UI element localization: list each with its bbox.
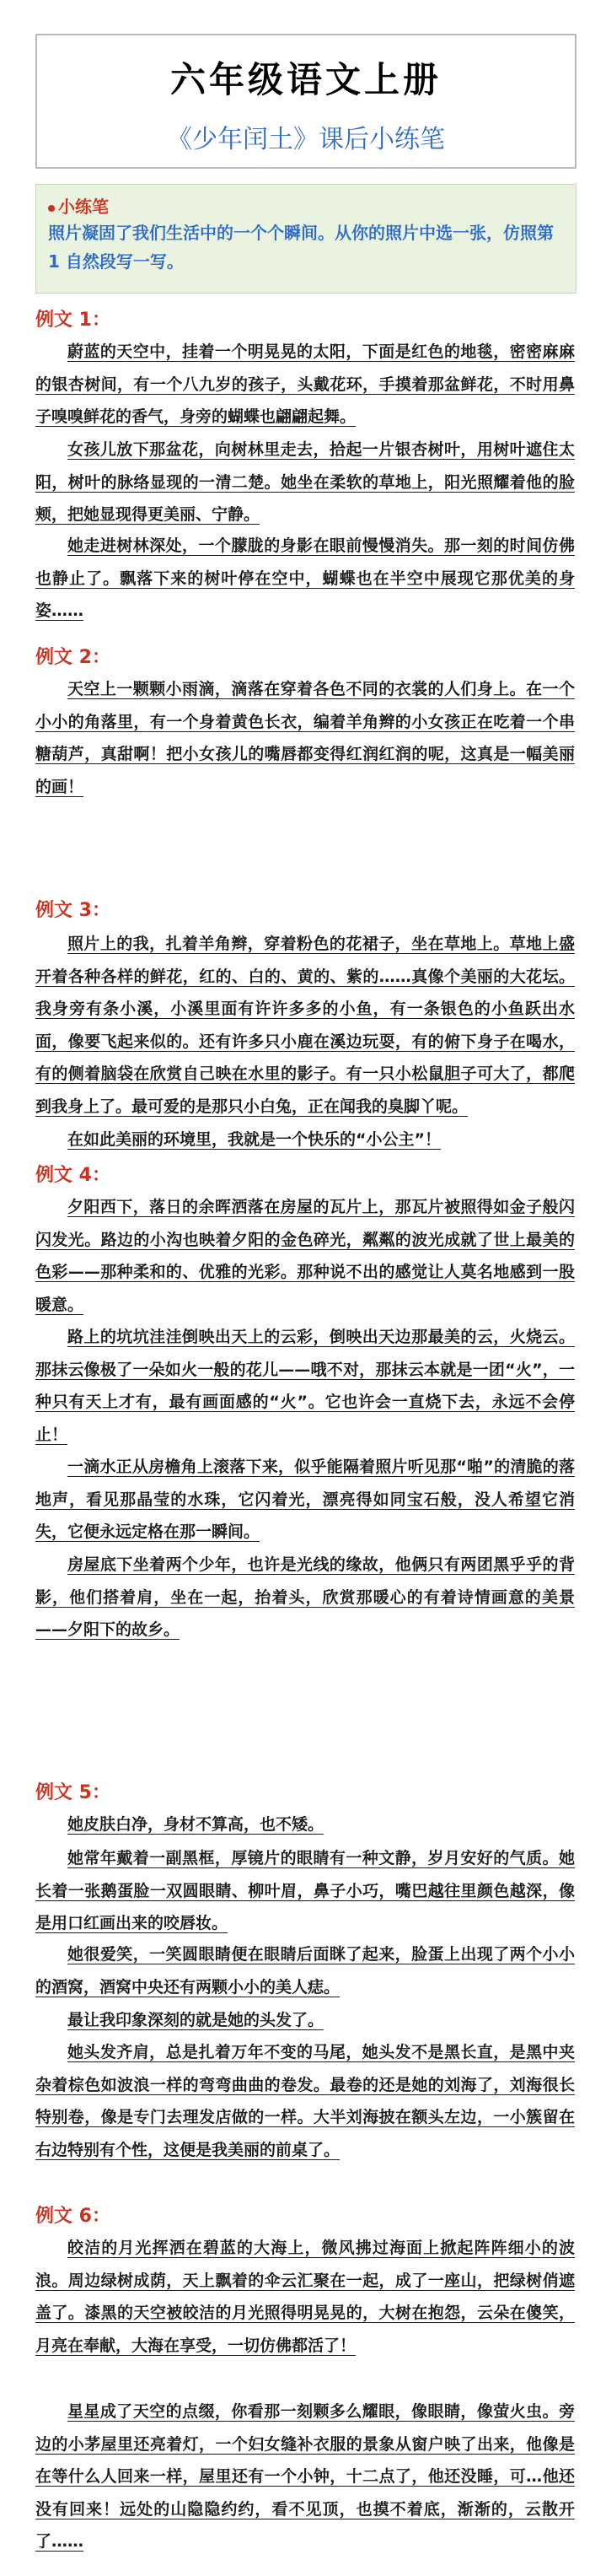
paragraph-text: 夕阳西下，落日的余晖洒落在房屋的瓦片上，那瓦片被照得如金子般闪闪发光。路边的小沟也映着夕阳的金色碎光，粼粼的波光成就了世上最美的色彩——那种柔和的、优雅的光彩。那种说不出的感觉让人莫名地感到一股暖意。 [35,1198,575,1314]
example-2-label: 例文 2： [35,647,110,668]
paragraph-text: 天空上一颗颗小雨滴，滴落在穿着各色不同的衣裳的人们身上。在一个小小的角落里，有一个身着黄色长衣，编着羊角辫的小女孩正在吃着一个串糖葫芦，真甜啊！把小女孩儿的嘴唇都变得红润红润的呢，这真是一幅美丽的画！ [35,680,575,796]
example-1-label: 例文 1： [35,310,110,331]
paragraph-text: 星星成了天空的点缀，你看那一刻颗多么耀眼，像眼睛，像萤火虫。旁边的小茅屋里还亮着灯，一个妇女缝补衣服的景象从窗户映了出来，他像是在等什么人回来一样，屋里还有一个小钟，十二点了，他还没睡，可…他还没有回来！远处的山隐隐约约，看不见顶，也摸不着底，渐渐的，云散开了…… [35,2402,575,2551]
example-3-paragraph-2 [35,1124,575,1156]
example-5-paragraph-5 [35,2036,575,2166]
example-1-paragraph-2 [35,434,575,531]
paragraph-text: 她头发齐肩，总是扎着万年不变的马尾，她头发不是黑长直，是黑中夹杂着棕色如波浪一样的弯弯曲曲的卷发。最卷的还是她的刘海了，刘海很长特别卷，像是专门去理发店做的一样。大半刘海披在额头左边，一小簇留在右边特别有个性，这便是我美丽的前桌了。 [35,2043,575,2159]
paragraph-text: 女孩儿放下那盆花，向树林里走去，拾起一片银杏树叶，用树叶遮住太阳，树叶的脉络显现的一清二楚。她坐在柔软的草地上，阳光照耀着他的脸颊，把她显现得更美丽、宁静。 [35,440,575,524]
example-1-paragraph-3 [35,530,575,628]
example-5-paragraph-1 [35,1808,575,1841]
example-5-paragraph-3 [35,1938,575,2003]
page-subtitle: 《少年闰土》课后小练笔 [167,125,445,154]
paragraph-text: 她很爱笑，一笑圆眼睛便在眼睛后面眯了起来，脸蛋上出现了两个小小的酒窝，酒窝中央还有两颗小小的美人痣。 [35,1945,575,1997]
example-6-label: 例文 6： [35,2206,110,2227]
paragraph-text: 蔚蓝的天空中，挂着一个明晃晃的太阳，下面是红色的地毯，密密麻麻的银杏树间，有一个八九岁的孩子，头戴花环，手摸着那盆鲜花，不时用鼻子嗅嗅鲜花的香气，身旁的蝴蝶也翩翩起舞。 [35,342,575,426]
page-title: 六年级语文上册 [169,59,442,100]
tip-label-text: 小练笔 [58,197,109,217]
example-2-paragraph-1 [35,673,575,803]
paragraph-text: 路上的坑坑洼洼倒映出天上的云彩，倒映出天边那最美的云，火烧云。那抹云像极了一朵如火一般的花儿——哦不对，那抹云本就是一团“火”，一种只有天上才有，最有画面感的“火”。它也许会一直烧下去，永远不会停止！ [35,1328,575,1444]
paragraph-text: 房屋底下坐着两个少年，也许是光线的缘故，他俩只有两团黑乎乎的背影，他们搭着肩，坐在一起，抬着头，欣赏那暖心的有着诗情画意的美景——夕阳下的故乡。 [35,1555,575,1639]
example-3-label: 例文 3： [35,900,110,921]
paragraph-text: 她常年戴着一副黑框，厚镜片的眼睛有一种文静，岁月安好的气质。她长着一张鹅蛋脸一双圆眼睛、柳叶眉，鼻子小巧，嘴巴越往里颜色越深，像是用口红画出来的咬唇妆。 [35,1849,575,1932]
example-5-paragraph-4 [35,2004,575,2037]
header-box [35,34,577,169]
example-4-paragraph-4 [35,1549,575,1646]
example-6-paragraph-2 [35,2395,575,2558]
paragraph-text: 最让我印象深刻的就是她的头发了。 [67,2011,324,2029]
example-5-paragraph-2 [35,1842,575,1940]
example-4-label: 例文 4： [35,1165,110,1186]
paragraph-text: 她走进树林深处，一个朦胧的身影在眼前慢慢消失。那一刻的时间仿佛也静止了。飘落下来的树叶停在空中，蝴蝶也在半空中展现它那优美的身姿…… [35,536,575,620]
paragraph-text: 在如此美丽的环境里，我就是一个快乐的“小公主”！ [67,1130,441,1149]
paragraph-text: 一滴水正从房檐角上滚落下来，似乎能隔着照片听见那“啪”的清脆的落地声，看见那晶莹的水珠，它闪着光，漂亮得如同宝石般，没人希望它消失，它便永远定格在那一瞬间。 [35,1458,575,1541]
example-4-paragraph-1 [35,1191,575,1321]
example-4-paragraph-2 [35,1321,575,1451]
example-6-paragraph-1 [35,2232,575,2362]
paragraph-text: 照片上的我，扎着羊角辫，穿着粉色的花裙子，坐在草地上。草地上盛开着各种各样的鲜花，红的、白的、黄的、紫的……真像个美丽的大花坛。我身旁有条小溪，小溪里面有许许多多的小鱼，有一条银色的小鱼跃出水面，像要飞起来似的。还有许多只小鹿在溪边玩耍，有的俯下身子在喝水，有的侧着脑袋在欣赏自己映在水里的影子。有一只小松鼠胆子可大了，都爬到我身上了。最可爱的是那只小白兔，正在闻我的臭脚丫呢。 [35,935,575,1116]
example-4-paragraph-3 [35,1451,575,1549]
example-1-paragraph-1 [35,336,575,434]
paragraph-text: 她皮肤白净，身材不算高，也不矮。 [67,1815,324,1834]
example-5-label: 例文 5： [35,1782,110,1803]
paragraph-text: 皎洁的月光挥洒在碧蓝的大海上，微风拂过海面上掀起阵阵细小的波浪。周边绿树成荫，天上飘着的伞云汇聚在一起，成了一座山，把绿树俏遮盖了。漆黑的天空被皎洁的月光照得明晃晃的，大树在抱怨，云朵在傻笑，月亮在奉献，大海在享受，一切仿佛都活了！ [35,2239,575,2355]
example-3-paragraph-1 [35,928,575,1123]
bullet-dot-icon [48,205,55,212]
exercise-tip-box [35,184,577,294]
tip-text: 照片凝固了我们生活中的一个个瞬间。从你的照片中选一张，仿照第 1 自然段写一写。 [48,223,554,272]
tip-label [48,195,564,218]
